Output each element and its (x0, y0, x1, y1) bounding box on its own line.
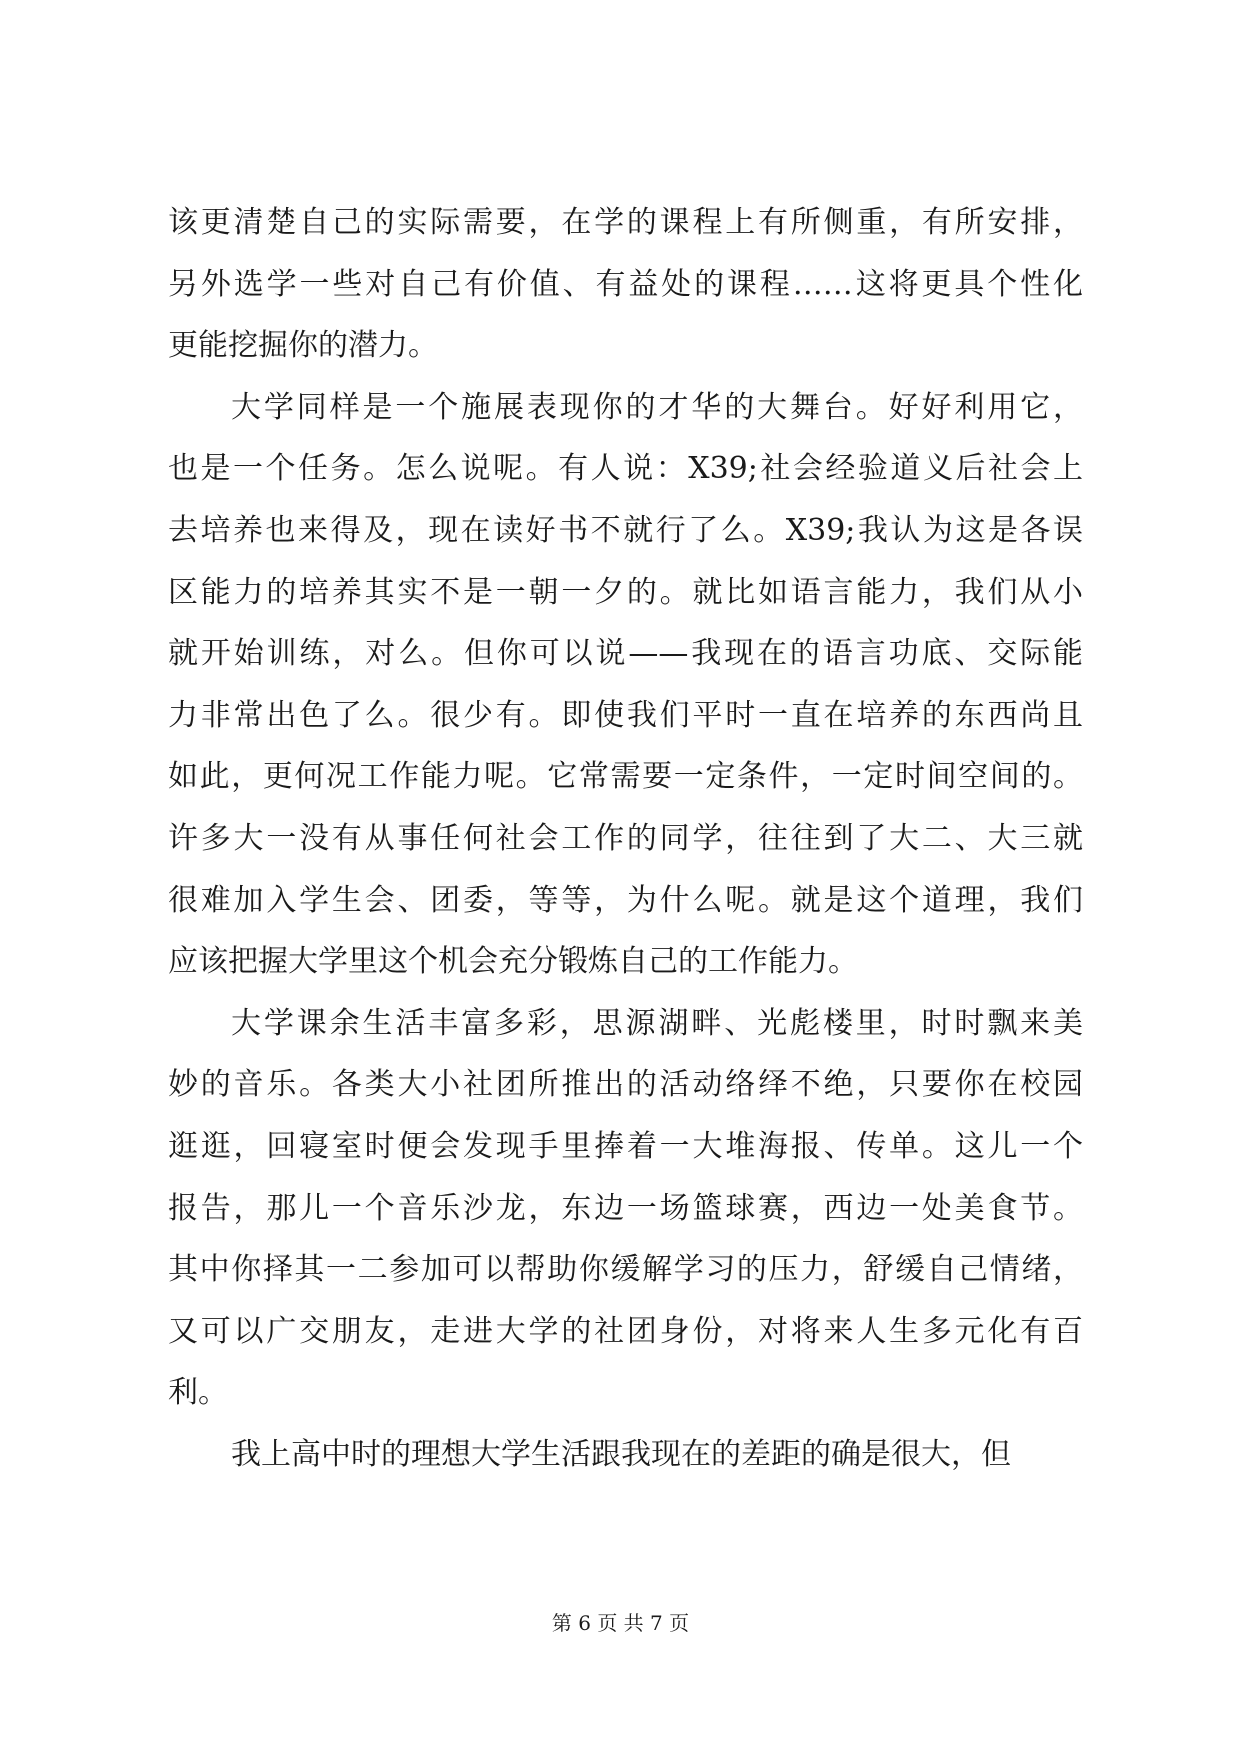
page-number-footer: 第 6 页 共 7 页 (551, 1611, 690, 1635)
document-body (168, 192, 1083, 1485)
text-line: 应该把握大学里这个机会充分锻炼自己的工作能力。 (168, 944, 858, 980)
text-line: 大学同样是一个施展表现你的才华的大舞台。好好利用它， (231, 389, 1083, 425)
text-line: 又可以广交朋友，走进大学的社团身份，对将来人生多元化有百 (168, 1313, 1083, 1349)
text-line: 区能力的培养其实不是一朝一夕的。就比如语言能力，我们从小 (168, 574, 1083, 610)
paragraph (168, 377, 1083, 993)
text-line: 大学课余生活丰富多彩，思源湖畔、光彪楼里，时时飘来美 (231, 1005, 1083, 1041)
paragraph (168, 1424, 1083, 1486)
text-line: 去培养也来得及，现在读好书不就行了么。X39;我认为这是各误 (168, 512, 1083, 548)
text-line: 更能挖掘你的潜力。 (168, 328, 438, 364)
text-line: 如此，更何况工作能力呢。它常需要一定条件，一定时间空间的。 (168, 759, 1083, 795)
text-line: 就开始训练，对么。但你可以说——我现在的语言功底、交际能 (168, 636, 1083, 672)
text-line: 也是一个任务。怎么说呢。有人说：X39;社会经验道义后社会上 (168, 451, 1083, 487)
text-line: 我上高中时的理想大学生活跟我现在的差距的确是很大，但 (231, 1436, 1011, 1472)
text-line: 另外选学一些对自己有价值、有益处的课程……这将更具个性化 (168, 266, 1083, 302)
text-line: 很难加入学生会、团委，等等，为什么呢。就是这个道理，我们 (168, 882, 1083, 918)
text-line: 利。 (168, 1375, 228, 1411)
text-line: 逛逛，回寝室时便会发现手里捧着一大堆海报、传单。这儿一个 (168, 1128, 1083, 1164)
text-line: 力非常出色了么。很少有。即使我们平时一直在培养的东西尚且 (168, 697, 1083, 733)
paragraph (168, 192, 1083, 377)
text-line: 该更清楚自己的实际需要，在学的课程上有所侧重，有所安排， (168, 205, 1083, 240)
text-line: 许多大一没有从事任何社会工作的同学，往往到了大二、大三就 (168, 820, 1083, 856)
text-line: 其中你择其一二参加可以帮助你缓解学习的压力，舒缓自己情绪， (168, 1252, 1083, 1288)
text-line: 妙的音乐。各类大小社团所推出的活动络绎不绝，只要你在校园 (168, 1067, 1083, 1103)
text-line: 报告，那儿一个音乐沙龙，东边一场篮球赛，西边一处美食节。 (168, 1190, 1083, 1226)
paragraph (168, 993, 1083, 1424)
